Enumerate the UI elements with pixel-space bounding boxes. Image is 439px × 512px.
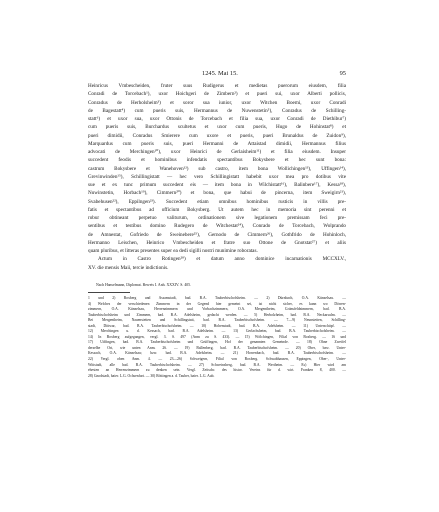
text-line: castrum Bokysbere et Wanehoven¹²) sub castro, item bona Wollichingen¹³), Uffingen¹⁴), — [88, 165, 346, 172]
text-line: quam pluribus, et litteras presentes super ea dedi sigilli nostri munimine roboratas. — [88, 248, 258, 254]
text-line: de Amnestat, Gofriedo de Sweinebere²⁵), Gernodo de Cimmern²⁶), Gothfrido de Hohinloch, — [88, 231, 346, 238]
footnote-line: 12) Merchingen u. d. Kessach, bad. B.A. Adelsheim. — 13) Gerlachsheim, bad. B.A. Tauberbischofsheim. — — [88, 329, 346, 334]
footnotes — [88, 296, 346, 379]
text-line: advocati de Merchingen¹⁰), uxor Heinrici de Gerlaisheim¹¹) et filia eiusdem. Insuper — [88, 149, 346, 155]
text-line: sentibus et testibus domino Rudegero de Witchestat²⁴), Conrado de Torcebach, Wolprando — [88, 223, 346, 230]
footnote-line: 22) Vergl. oben Anm. 4. — 23—26) Schweigern, Filial von Boxberg. Schwabhausen, Eppingen, Ober-, Unter- — [88, 357, 346, 362]
footnote-line: Bei Mergentheim, Nauenstetten und Schillingstatt, bad. B.A. Tauberbischofsheim. — 7—9) Neunstetten, Schilling- — [88, 318, 346, 323]
footnote-line: Tauberbischofsheim und Zimmern, bad. B.A. Adelsheim, gedacht werden. — 5) Herbolzheim, bad. B.A. Neckarsulm. — — [88, 312, 346, 317]
source-citation: Nach Hanselmann, Diplomat. Beweis I. Anh. XXXIV. S. 405. — [96, 283, 192, 287]
text-line: pueri dimidii, Conradus Smierere cum uxore et pueris, pueri Brunaldus de Zuidon⁹), — [88, 132, 346, 139]
charter-text — [88, 82, 346, 272]
footnote-line: ehesten an Herrenzimmern zu denken sein. Vergl. Zeitschr. des histor. Vereins für d. wirt. Franken 8, 400. — — [88, 368, 346, 373]
text-line: Actum in Castro Rotingen²⁸) et datum anno dominice incarnationis MCCXLV., — [98, 256, 346, 263]
footnote-line: zimmern, O.A. Künzelsau, Herrenzimmern und Vorbachzimmern, O.A. Mergentheim, Grünsfeldzimmern, bad. B.A. — [88, 307, 346, 312]
footnote-line: Wittstadt, alle bad. B.A. Tauberbischofsheim. — 27) Schweinsberg, bad. B.A. Wertheim. — Es) Hier wird am — [88, 362, 346, 367]
footnote-line: stadt, Dittwar, bad. B.A. Tauberbischofsheim. — 10) Hohenstadt, bad. B.A. Adelsheim. — 11) Unterschüpf. — — [88, 323, 346, 328]
footnote-line: 17) Uiffingen, bad. B.A. Tauberbischofsheim und Grüffingen, Hof der genannten Gemeinde. — 18) Ohne Zweifel — [88, 340, 346, 345]
page-number: 95 — [339, 70, 346, 77]
footnote-line: 28) Gnodstadt, baier. L.G. Ochsenfurt. — 30) Röttingen a. d. Tauber, baier. L.G. Aub. — [88, 373, 215, 378]
text-line: cum pueris suis, Burchardus scultetus et uxor cum pueris, Hugo de Hohinstat⁸) et — [88, 124, 346, 131]
footnote-line: 4) Welches der verschiedenen Zimmern in der Gegend hier gemeint sei, ist nicht sicher, es kann wo Dörren- — [88, 301, 346, 306]
text-line: de Bagestatt⁴) cum pueris suis, Hermannus de Nuwenstetin⁵), Conradus de Schilling- — [88, 107, 346, 114]
text-line: Heinricus Vmbescheiden, fruter suus Rudigerus et medietas puerorum eiusdem, filia — [88, 83, 346, 89]
text-line: statt⁶) et uxor sua, uxor Ottonis de Torcebach et filia sua, uxor Conradi de Diethibur⁷) — [88, 116, 346, 122]
text-line: sue et ex tunc primum succedent eis — item bona in Wilchistatt¹⁶), Balinbere¹⁷), Kessa¹⁸), — [88, 182, 346, 188]
footnote-line: 1 und 2) Boxberg und Assamstadt, bad. B.A. Tauberbischofsheim. — 2) Dürnbach, O.A. Künzelsau. — — [88, 296, 346, 300]
running-head: 1245. Mai 15. — [202, 70, 238, 77]
text-line: Hermanno Leischen, Heinrico Vmbescheiden et fratre suo Ottone de Gnotstat²⁷) et aliis — [88, 239, 346, 246]
page-header — [88, 69, 346, 79]
text-line: Marquardus cum pueris suis, pueri Hermanni de Attaistad dimidii, Hermannus filius — [88, 140, 346, 147]
footnote-line: 14) In Boxberg aufgegangen, vergl. 3. S. 497 (Anm zu S. 433). — 15) Wölchingen, Filial von Boxberg. — 16 und — [88, 334, 346, 339]
text-line: succedent feodis et hominibus infendatis spectantibus Bokysbere et hec sunt bona: — [88, 157, 346, 164]
footnote-line: derselbe Ort, wie unten Anm. 26. — 19) Ballenberg, bad. B.A. Tauberbischofsheim. — 20) Ober, bzw. Unter- — [88, 345, 346, 350]
text-line: robur obtineant perpetuo valiturum, ordinationem sive legationem premissam feci pre- — [88, 215, 346, 221]
footnote-rule — [88, 292, 130, 293]
text-line: Conradi de Torcebach¹), uxor Hoichgeri de Zimbern²) et pueri sui, uxor Alberti pollicis, — [88, 91, 346, 98]
text-line: Svabehusen²²), Eppilngen²³). Succedent etiam omnibus hominibus rusticis in villis pre- — [88, 198, 346, 205]
text-line: XV. die mensis Maii, tercie indictionis. — [88, 264, 169, 271]
text-line: Conradus de Herholsheim³) et soror sua iunior, uxor Witchen Boemi, uxor Conradi — [88, 99, 346, 106]
text-line: Nuwinstetin, Horbach¹⁹), Cimmern²⁰) et bona, que habui de pincerna, item Sweigirn²¹), — [88, 190, 346, 197]
text-line: Grevinwinden¹⁵), Schillingistatt — hec vero Schillingistatt habebit uxor mea pro dotibus vite — [88, 173, 346, 180]
footnote-line: Kessach, O.A. Künzelsau; bzw. bad. B.A. Adelsheim. — 21) Horrenbach, bad. B.A. Tauberbischofsheim. — — [88, 351, 346, 356]
text-line: fatis et spectantibus ad officium Bokysberg. Ut autem hec in memoria sint perenni et — [88, 206, 346, 213]
